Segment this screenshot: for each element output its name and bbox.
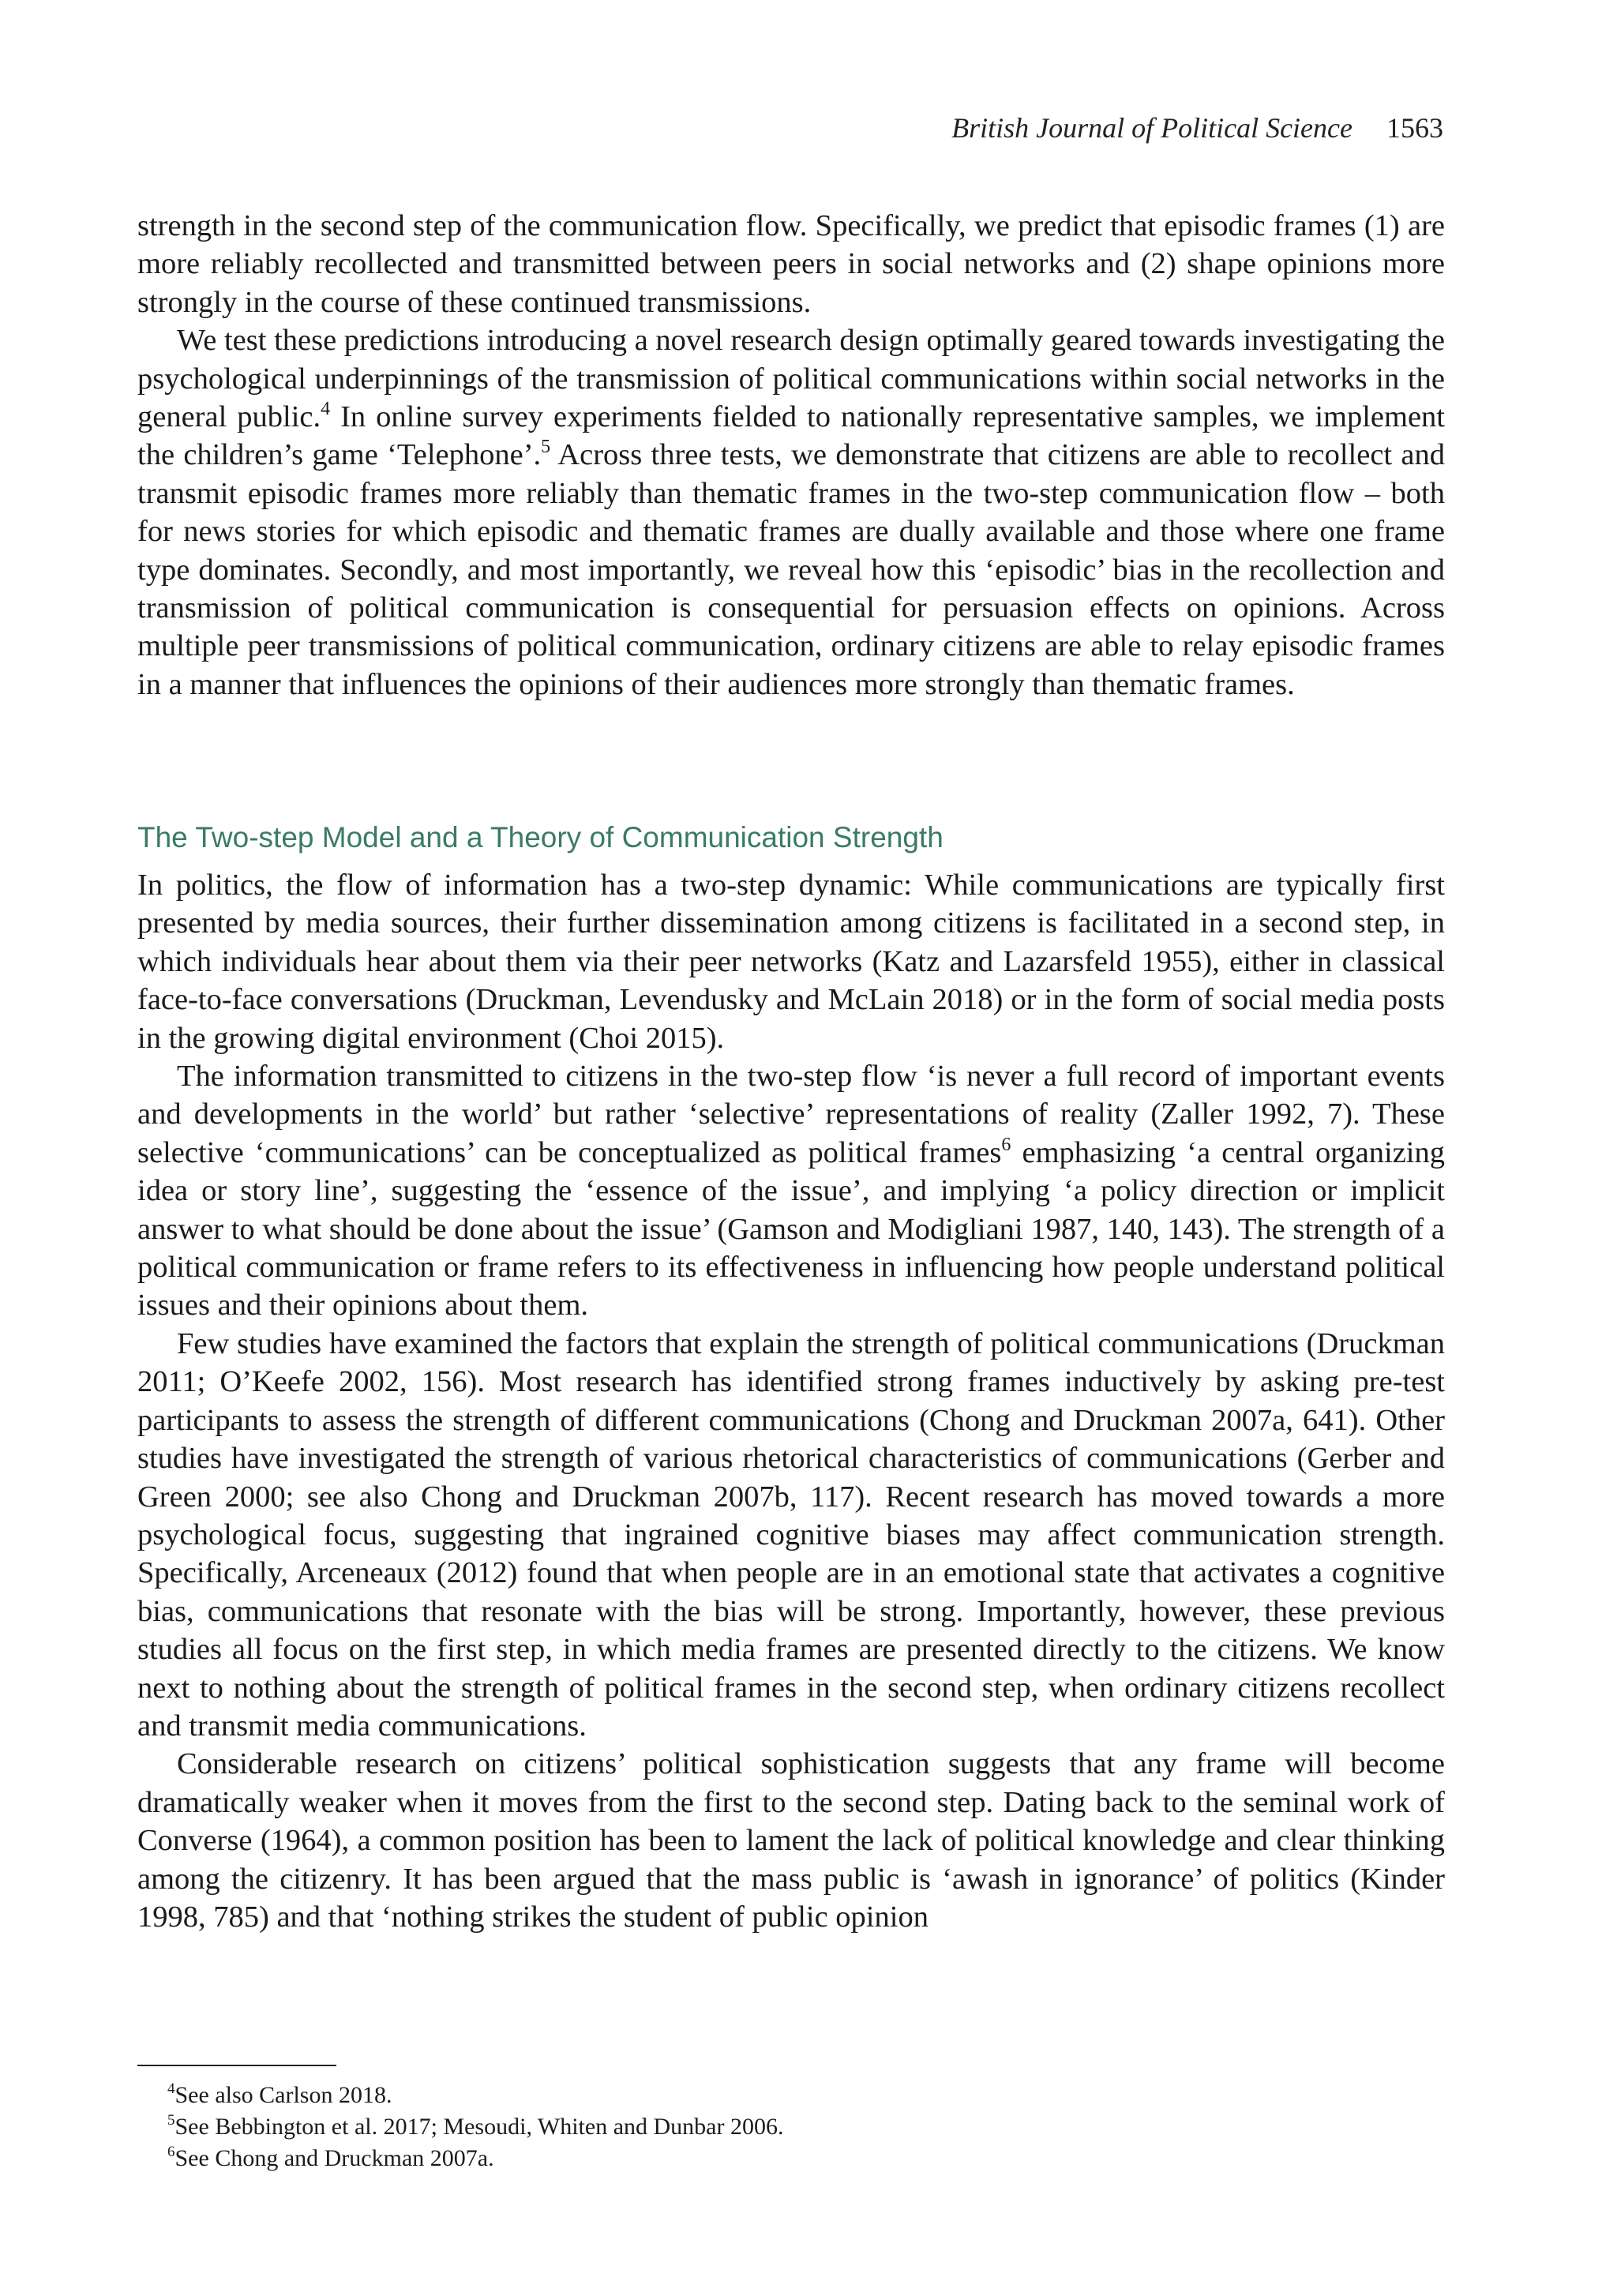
paragraph-text: Few studies have examined the factors that explain the strength of political communications (Druckman 2011; O’Keefe 2002, 156). Most research has identified strong frames inductively by asking pre-test participants to assess the strength of different communications (Chong and Druckman 2007a, 641). Other studies have investigated the strength of various rhetorical characteristics of communications (Gerber and Green 2000; see also Chong and Druckman 2007b, 117). Recent research has moved towards a more psychological focus, suggesting that ingrained cognitive biases may affect communication strength. Specifically, Arceneaux (2012) found that when people are in an emotional state that activates a cognitive bias, communications that resonate with the bias will be strong. Importantly, however, these previous studies all focus on the first step, in which media frames are presented directly to the citizens. We know next to nothing about the strength of political frames in the second step, when ordinary citizens recollect and transmit media communications.	[137, 1326, 1445, 1743]
paragraph	[137, 1325, 1445, 1745]
paragraph	[137, 1057, 1445, 1325]
paragraph-text: strength in the second step of the communication flow. Specifically, we predict that episodic frames (1) are more reliably recollected and transmitted between peers in social networks and (2) shape opinions more strongly in the course of these continued transmissions.	[137, 209, 1445, 319]
footnote-number: 4	[167, 2080, 175, 2097]
paragraph-text: Considerable research on citizens’ political sophistication suggests that any frame will become dramatically weaker when it moves from the first to the second step. Dating back to the seminal work of Converse (1964), a common position has been to lament the lack of political knowledge and clear thinking among the citizenry. It has been argued that the mass public is ‘awash in ignorance’ of politics (Kinder 1998, 785) and that ‘nothing strikes the student of public opinion	[137, 1747, 1445, 1934]
paragraph	[137, 321, 1445, 703]
paragraph-text: In politics, the flow of information has a two-step dynamic: While communications are typically first presented by media sources, their further dissemination among citizens is facilitated in a second step, in which individuals hear about them via their peer networks (Katz and Lazarsfeld 1955), either in classical face-to-face conversations (Druckman, Levendusky and McLain 2018) or in the form of social media posts in the growing digital environment (Choi 2015).	[137, 869, 1445, 1055]
footnote	[167, 2080, 784, 2111]
section-heading: The Two-step Model and a Theory of Communication Strength	[137, 821, 944, 853]
footnote-ref-4[interactable]: 4	[321, 399, 331, 420]
footnote	[167, 2111, 784, 2143]
paragraph-text: emphasizing ‘a central organizing idea or story line’, suggesting the ‘essence of the issue’, and implying ‘a policy direction or implicit answer to what should be done about the issue’ (Gamson and Modigliani 1987, 140, 143). The strength of a political communication or frame refers to its effectiveness in influencing how people understand political issues and their opinions about them.	[137, 1135, 1445, 1322]
footnote-number: 6	[167, 2144, 175, 2160]
intro-continuation	[137, 207, 1445, 703]
footnote	[167, 2143, 784, 2174]
paragraph	[137, 1745, 1445, 1936]
footnote-text: See Bebbington et al. 2017; Mesoudi, Whiten and Dunbar 2006.	[174, 2114, 784, 2140]
paragraph-text: We test these predictions introducing a novel research design optimally geared towards investigating the psychological underpinnings of the transmission of political communications within social networks in the general public.	[137, 324, 1445, 434]
page-number: 1563	[1386, 112, 1443, 144]
journal-title: British Journal of Political Science	[951, 112, 1353, 144]
footnote-number: 5	[167, 2112, 175, 2129]
footnote-text: See Chong and Druckman 2007a.	[174, 2145, 494, 2171]
footnotes	[167, 2080, 784, 2174]
footnote-text: See also Carlson 2018.	[174, 2082, 392, 2108]
footnote-divider	[137, 2065, 336, 2066]
footnote-ref-5[interactable]: 5	[541, 437, 551, 458]
footnote-ref-6[interactable]: 6	[1001, 1134, 1011, 1155]
paragraph-text: Across three tests, we demonstrate that citizens are able to recollect and transmit episodic frames more reliably than thematic frames in the two-step communication flow – both for news stories for which episodic and thematic frames are dually available and those where one frame type dominates. Secondly, and most importantly, we reveal how this ‘episodic’ bias in the recollection and transmission of political communication is consequential for persuasion effects on opinions. Across multiple peer transmissions of political communication, ordinary citizens are able to relay episodic frames in a manner that influences the opinions of their audiences more strongly than thematic frames.	[137, 438, 1445, 701]
paragraph	[137, 207, 1445, 321]
paragraph	[137, 866, 1445, 1057]
running-head	[951, 111, 1443, 145]
paragraph-text: In online survey experiments fielded to nationally representative samples, we implement the children’s game ‘Telephone’.	[137, 400, 1445, 472]
paragraph-text: The information transmitted to citizens in the two-step flow ‘is never a full record of important events and developments in the world’ but rather ‘selective’ representations of reality (Zaller 1992, 7). These selective ‘communications’ can be conceptualized as political frames	[137, 1060, 1445, 1169]
section-body	[137, 866, 1445, 1936]
